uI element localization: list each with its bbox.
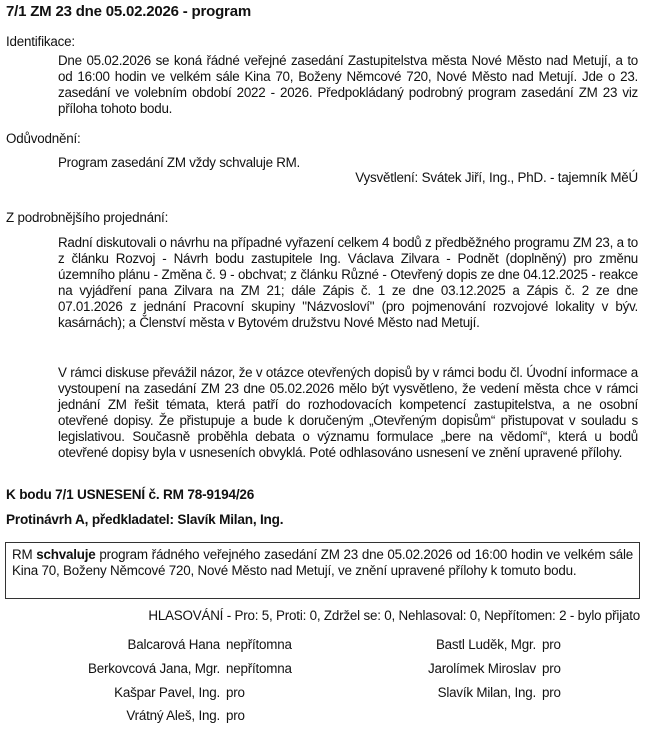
voter-name: Slavík Milan, Ing.: [437, 685, 536, 700]
voter-name: Berkovcová Jana, Mgr.: [87, 661, 220, 676]
resolution-box: [5, 542, 640, 599]
vote-row: [0, 637, 649, 661]
justification-label: Odůvodnění:: [6, 131, 81, 146]
counterproposal-heading: Protinávrh A, předkladatel: Slavík Milan, Ing.: [6, 512, 284, 527]
voter-status: pro: [542, 685, 561, 700]
voter-status: pro: [542, 637, 561, 652]
discussion-label: Z podrobnějšího projednání:: [6, 210, 169, 225]
discussion-paragraph-1: Radní diskutovali o návrhu na případné vyřazení celkem 4 bodů z předběžného programu ZM 23, a to z článku Rozvoj - Návrh bodu zastupitele Ing. Václava Zilvara - Podnět (doplněný) pro změnu územního plánu - Změna č. 9 - obchvat; z článku Různé - Otevřený dopis ze dne 04.12.2025 - reakce na vyjádření pana Zilvara na ZM 21; dále Zápis č. 1 ze dne 03.12.2025 a Zápis č. 2 ze dne 07.01.2026 z jednání Pracovní skupiny "Názvosloví" (pro pojmenování rozvojové lokality v býv. kasárnách); a Členství města v Bytovém družstvu Nové Město nad Metují.: [58, 235, 638, 330]
resolution-heading: K bodu 7/1 USNESENÍ č. RM 78-9194/26: [6, 487, 255, 502]
voter-status: pro: [542, 661, 561, 676]
voter-name: Bastl Luděk, Mgr.: [435, 637, 536, 652]
voter-status: nepřítomna: [226, 637, 292, 652]
voter-name: Balcarová Hana: [127, 637, 220, 652]
voter-status: pro: [226, 685, 245, 700]
identification-text: Dne 05.02.2026 se koná řádné veřejné zasedání Zastupitelstva města Nové Město nad Metují, a to od 16:00 hodin ve velkém sále Kina 70, Boženy Němcové 720, Nové Město nad Metují. Jde o 23. zasedání ve volebním období 2022 - 2026. Předpokládaný podrobný program zasedání ZM 23 viz příloha tohoto bodu.: [58, 53, 638, 116]
justification-text: Program zasedání ZM vždy schvaluje RM.: [58, 155, 301, 170]
explainer-credit: Vysvětlení: Svátek Jiří, Ing., PhD. - tajemník MěÚ: [355, 170, 638, 185]
discussion-paragraph-2: V rámci diskuse převážil názor, že v otázce otevřených dopisů by v rámci bodu čl. Úvodní informace a vystoupení na zasedání ZM 23 dne 05.02.2026 mělo být vysvětleno, že vedení města chce v rámci jednání ZM řešit témata, která patří do rozhodovacích kompetencí zastupitelstva, a ne osobní otevřené dopisy. Že přistupuje a bude k doručeným „Otevřeným dopisům“ přistupovat v souladu s legislativou. Současně proběhla debata o významu formulace „bere na vědomí“, která u bodů otevřené dopisy byla v usneseních obvyklá. Poté odhlasováno usnesení ve znění upravené přílohy.: [58, 365, 638, 460]
voter-name: Vrátný Aleš, Ing.: [126, 708, 220, 723]
document-title: 7/1 ZM 23 dne 05.02.2026 - program: [6, 3, 251, 20]
vote-row: [0, 661, 649, 685]
resolution-subject: RM: [12, 547, 33, 562]
voter-status: pro: [226, 708, 245, 723]
voter-status: nepřítomna: [226, 661, 292, 676]
voter-name: Kašpar Pavel, Ing.: [114, 685, 220, 700]
vote-row: [0, 708, 649, 732]
identification-label: Identifikace:: [6, 34, 75, 49]
vote-row: [0, 685, 649, 709]
resolution-text: program řádného veřejného zasedání ZM 23 dne 05.02.2026 od 16:00 hodin ve velkém sále Kina 70, Boženy Němcové 720, Nové Město nad Metují, ve znění upravené přílohy k tomuto bodu.: [12, 547, 633, 578]
resolution-verb: schvaluje: [36, 547, 96, 562]
voting-summary: HLASOVÁNÍ - Pro: 5, Proti: 0, Zdržel se: 0, Nehlasoval: 0, Nepřítomen: 2 - bylo přijato: [148, 608, 640, 623]
voter-name: Jarolímek Miroslav: [427, 661, 536, 676]
